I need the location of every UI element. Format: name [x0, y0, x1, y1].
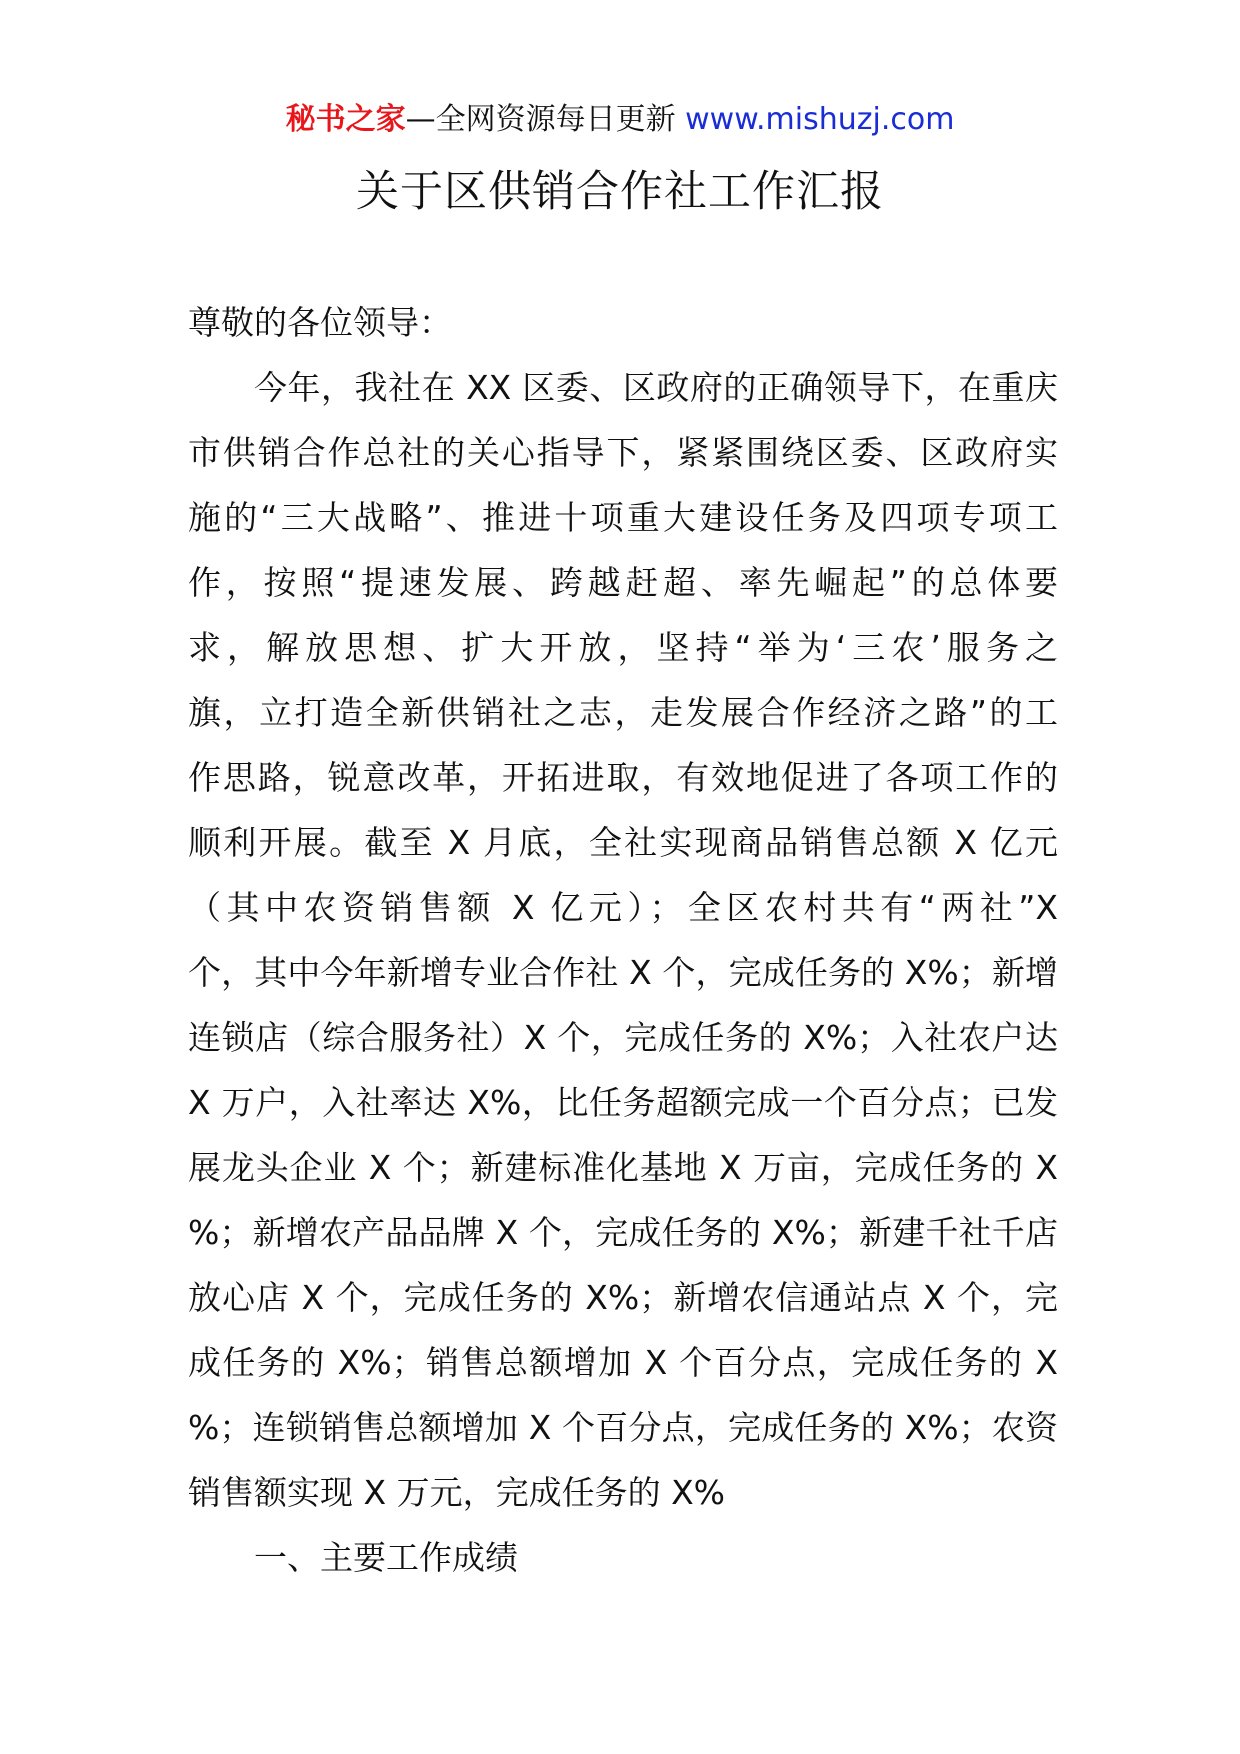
intro-paragraph: [188, 355, 1058, 1525]
paragraph-line: 成任务的 X%；销售总额增加 X 个百分点，完成任务的 X: [188, 1343, 1058, 1382]
paragraph-line: 施的“三大战略”、推进十项重大建设任务及四项专项工: [188, 498, 1058, 537]
site-banner: [0, 100, 1240, 140]
paragraph-line: 作思路，锐意改革，开拓进取，有效地促进了各项工作的: [188, 758, 1058, 797]
site-url-link[interactable]: www.mishuzj.com: [685, 102, 955, 137]
paragraph-line: 求，解放思想、扩大开放，坚持“举为‘三农’服务之: [188, 628, 1058, 667]
paragraph-line: 连锁店（综合服务社）X 个，完成任务的 X%；入社农户达: [188, 1018, 1058, 1057]
paragraph-line: %；连锁销售总额增加 X 个百分点，完成任务的 X%；农资: [188, 1408, 1058, 1447]
paragraph-line: 今年，我社在 XX 区委、区政府的正确领导下，在重庆: [254, 368, 1058, 407]
salutation: 尊敬的各位领导：: [188, 303, 452, 342]
paragraph-line: %；新增农产品品牌 X 个，完成任务的 X%；新建千社千店: [188, 1213, 1058, 1252]
site-tagline: —全网资源每日更新: [405, 102, 676, 137]
paragraph-line: 顺利开展。截至 X 月底，全社实现商品销售总额 X 亿元: [188, 823, 1058, 862]
paragraph-line: 旗，立打造全新供销社之志，走发展合作经济之路”的工: [188, 693, 1058, 732]
document-body: [188, 290, 1058, 1590]
paragraph-line: （其中农资销售额 X 亿元）；全区农村共有“两社”X: [188, 888, 1058, 927]
paragraph-line: 作，按照“提速发展、跨越赶超、率先崛起”的总体要: [188, 563, 1058, 602]
section-heading: 一、主要工作成绩: [254, 1538, 518, 1577]
paragraph-line: 销售额实现 X 万元，完成任务的 X%: [188, 1473, 726, 1512]
paragraph-line: 展龙头企业 X 个；新建标准化基地 X 万亩，完成任务的 X: [188, 1148, 1058, 1187]
paragraph-line: 市供销合作总社的关心指导下，紧紧围绕区委、区政府实: [188, 433, 1058, 472]
site-brand-name: 秘书之家: [285, 102, 406, 137]
paragraph-line: X 万户，入社率达 X%，比任务超额完成一个百分点；已发: [188, 1083, 1058, 1122]
paragraph-line: 放心店 X 个，完成任务的 X%；新增农信通站点 X 个，完: [188, 1278, 1058, 1317]
paragraph-line: 个，其中今年新增专业合作社 X 个，完成任务的 X%；新增: [188, 953, 1058, 992]
document-title: 关于区供销合作社工作汇报: [356, 167, 884, 217]
